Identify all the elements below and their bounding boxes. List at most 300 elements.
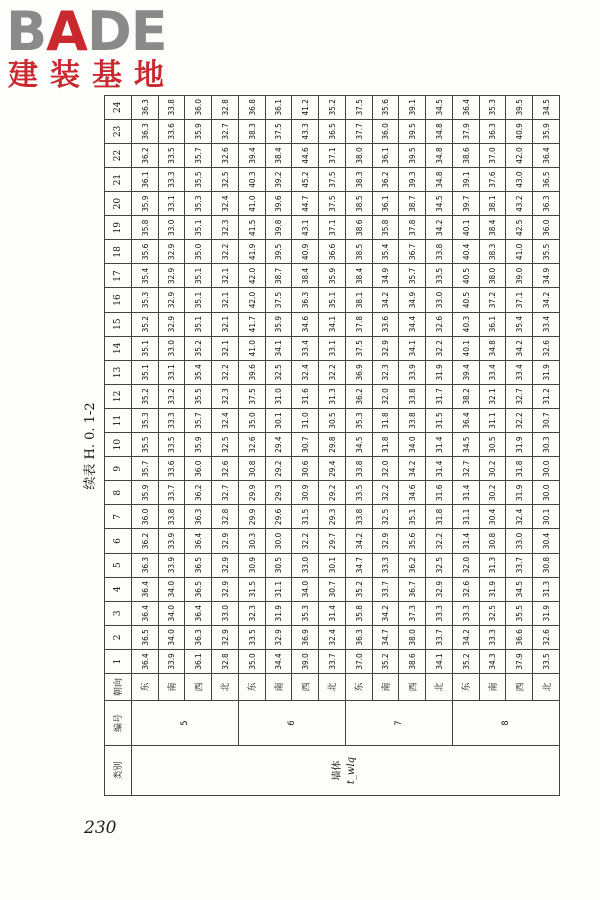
value-cell: 44.7 xyxy=(292,192,319,216)
value-cell: 33.6 xyxy=(372,312,399,336)
value-cell: 36.4 xyxy=(452,408,479,432)
value-cell: 39.4 xyxy=(238,143,265,167)
value-cell: 31.4 xyxy=(452,529,479,553)
value-cell: 40.3 xyxy=(452,312,479,336)
value-cell: 37.9 xyxy=(506,649,533,673)
value-cell: 31.5 xyxy=(426,408,453,432)
value-cell: 32.0 xyxy=(452,553,479,577)
value-cell: 29.9 xyxy=(238,505,265,529)
value-cell: 32.3 xyxy=(372,360,399,384)
value-cell: 32.9 xyxy=(212,553,239,577)
header-hour-3: 3 xyxy=(105,601,132,625)
value-cell: 38.7 xyxy=(399,192,426,216)
orientation-cell: 南 xyxy=(265,674,292,701)
header-hour-22: 22 xyxy=(105,143,132,167)
group-number: 7 xyxy=(345,701,452,746)
value-cell: 29.7 xyxy=(319,529,346,553)
value-cell: 35.0 xyxy=(238,649,265,673)
category-label: 墙体 xyxy=(332,760,344,781)
value-cell: 34.2 xyxy=(426,216,453,240)
value-cell: 36.0 xyxy=(185,95,212,119)
value-cell: 35.3 xyxy=(479,95,506,119)
value-cell: 33.1 xyxy=(319,336,346,360)
header-hour-24: 24 xyxy=(105,95,132,119)
header-hour-5: 5 xyxy=(105,553,132,577)
value-cell: 30.4 xyxy=(533,529,560,553)
value-cell: 36.7 xyxy=(399,240,426,264)
value-cell: 29.2 xyxy=(319,481,346,505)
value-cell: 33.5 xyxy=(238,625,265,649)
value-cell: 38.5 xyxy=(345,240,372,264)
value-cell: 35.2 xyxy=(131,384,158,408)
value-cell: 36.2 xyxy=(372,168,399,192)
value-cell: 35.4 xyxy=(131,264,158,288)
value-cell: 35.2 xyxy=(345,577,372,601)
value-cell: 33.6 xyxy=(158,119,185,143)
value-cell: 33.4 xyxy=(292,336,319,360)
value-cell: 32.5 xyxy=(372,505,399,529)
value-cell: 33.8 xyxy=(158,95,185,119)
value-cell: 33.8 xyxy=(345,505,372,529)
table-row xyxy=(372,95,399,795)
value-cell: 33.3 xyxy=(158,168,185,192)
orientation-cell: 北 xyxy=(426,674,453,701)
orientation-cell: 东 xyxy=(131,674,158,701)
value-cell: 36.4 xyxy=(185,601,212,625)
value-cell: 39.4 xyxy=(452,360,479,384)
header-hour-11: 11 xyxy=(105,408,132,432)
value-cell: 36.1 xyxy=(372,143,399,167)
value-cell: 34.9 xyxy=(533,264,560,288)
value-cell: 34.8 xyxy=(426,143,453,167)
value-cell: 32.9 xyxy=(372,336,399,360)
value-cell: 35.1 xyxy=(319,288,346,312)
value-cell: 30.3 xyxy=(238,529,265,553)
table-row xyxy=(212,95,239,795)
header-orientation: 朝向 xyxy=(105,674,132,701)
value-cell: 34.1 xyxy=(319,312,346,336)
table-row xyxy=(131,95,158,795)
value-cell: 39.1 xyxy=(399,95,426,119)
value-cell: 36.2 xyxy=(345,384,372,408)
value-cell: 37.1 xyxy=(319,216,346,240)
value-cell: 34.1 xyxy=(426,649,453,673)
value-cell: 35.4 xyxy=(185,360,212,384)
value-cell: 33.1 xyxy=(158,360,185,384)
value-cell: 32.2 xyxy=(426,336,453,360)
value-cell: 35.3 xyxy=(185,192,212,216)
value-cell: 36.5 xyxy=(131,625,158,649)
value-cell: 39.5 xyxy=(506,95,533,119)
value-cell: 32.0 xyxy=(372,457,399,481)
value-cell: 37.5 xyxy=(265,119,292,143)
value-cell: 33.7 xyxy=(158,481,185,505)
value-cell: 36.3 xyxy=(345,625,372,649)
orientation-cell: 西 xyxy=(185,674,212,701)
value-cell: 38.3 xyxy=(479,240,506,264)
value-cell: 41.0 xyxy=(238,336,265,360)
value-cell: 32.9 xyxy=(372,529,399,553)
value-cell: 36.3 xyxy=(185,625,212,649)
value-cell: 41.5 xyxy=(238,216,265,240)
value-cell: 33.5 xyxy=(158,143,185,167)
value-cell: 33.5 xyxy=(345,481,372,505)
header-hour-10: 10 xyxy=(105,433,132,457)
value-cell: 36.3 xyxy=(479,119,506,143)
value-cell: 34.5 xyxy=(426,192,453,216)
value-cell: 30.0 xyxy=(265,529,292,553)
value-cell: 39.6 xyxy=(238,360,265,384)
orientation-cell: 西 xyxy=(399,674,426,701)
value-cell: 33.7 xyxy=(506,553,533,577)
value-cell: 37.1 xyxy=(506,288,533,312)
value-cell: 32.5 xyxy=(426,553,453,577)
value-cell: 34.5 xyxy=(345,433,372,457)
value-cell: 36.5 xyxy=(319,119,346,143)
value-cell: 32.6 xyxy=(533,336,560,360)
value-cell: 36.0 xyxy=(533,216,560,240)
value-cell: 30.8 xyxy=(238,457,265,481)
value-cell: 34.2 xyxy=(345,529,372,553)
value-cell: 32.9 xyxy=(158,312,185,336)
value-cell: 33.8 xyxy=(158,505,185,529)
value-cell: 34.4 xyxy=(265,649,292,673)
value-cell: 37.5 xyxy=(265,288,292,312)
orientation-cell: 东 xyxy=(238,674,265,701)
value-cell: 36.5 xyxy=(185,577,212,601)
value-cell: 32.2 xyxy=(319,360,346,384)
value-cell: 37.8 xyxy=(399,216,426,240)
value-cell: 32.8 xyxy=(212,95,239,119)
header-hour-19: 19 xyxy=(105,216,132,240)
value-cell: 34.4 xyxy=(399,312,426,336)
value-cell: 31.4 xyxy=(452,481,479,505)
value-cell: 32.2 xyxy=(426,529,453,553)
value-cell: 33.9 xyxy=(158,553,185,577)
value-cell: 34.6 xyxy=(292,312,319,336)
header-hour-6: 6 xyxy=(105,529,132,553)
value-cell: 35.3 xyxy=(131,288,158,312)
value-cell: 37.0 xyxy=(479,143,506,167)
value-cell: 35.5 xyxy=(533,240,560,264)
value-cell: 36.3 xyxy=(131,95,158,119)
value-cell: 34.8 xyxy=(426,119,453,143)
value-cell: 31.5 xyxy=(238,577,265,601)
value-cell: 36.3 xyxy=(185,505,212,529)
value-cell: 36.0 xyxy=(372,119,399,143)
value-cell: 41.2 xyxy=(292,95,319,119)
value-cell: 31.0 xyxy=(292,408,319,432)
value-cell: 36.1 xyxy=(372,192,399,216)
cooling-load-temperature-table xyxy=(104,95,560,796)
value-cell: 41.9 xyxy=(238,240,265,264)
value-cell: 35.6 xyxy=(372,95,399,119)
group-number: 6 xyxy=(238,701,345,746)
value-cell: 32.9 xyxy=(158,240,185,264)
value-cell: 36.4 xyxy=(131,649,158,673)
value-cell: 32.8 xyxy=(212,649,239,673)
value-cell: 44.6 xyxy=(292,143,319,167)
value-cell: 34.7 xyxy=(345,553,372,577)
value-cell: 34.5 xyxy=(452,433,479,457)
value-cell: 34.9 xyxy=(399,288,426,312)
value-cell: 29.3 xyxy=(319,505,346,529)
logo-letters-de: DE xyxy=(86,0,167,63)
value-cell: 38.6 xyxy=(345,216,372,240)
value-cell: 33.3 xyxy=(372,553,399,577)
table-row xyxy=(426,95,453,795)
value-cell: 35.2 xyxy=(372,649,399,673)
header-hour-13: 13 xyxy=(105,360,132,384)
header-hour-18: 18 xyxy=(105,240,132,264)
value-cell: 39.1 xyxy=(452,168,479,192)
header-number: 编号 xyxy=(105,701,132,746)
value-cell: 33.0 xyxy=(506,529,533,553)
value-cell: 36.9 xyxy=(292,625,319,649)
value-cell: 36.2 xyxy=(131,143,158,167)
value-cell: 40.3 xyxy=(238,168,265,192)
value-cell: 32.6 xyxy=(452,577,479,601)
value-cell: 32.9 xyxy=(212,625,239,649)
value-cell: 34.0 xyxy=(158,625,185,649)
value-cell: 33.0 xyxy=(292,553,319,577)
value-cell: 33.2 xyxy=(158,384,185,408)
value-cell: 35.4 xyxy=(506,312,533,336)
value-cell: 31.3 xyxy=(319,384,346,408)
value-cell: 29.4 xyxy=(319,457,346,481)
value-cell: 30.5 xyxy=(479,433,506,457)
value-cell: 33.5 xyxy=(158,433,185,457)
value-cell: 29.9 xyxy=(238,481,265,505)
value-cell: 43.1 xyxy=(292,216,319,240)
value-cell: 32.9 xyxy=(265,625,292,649)
header-hour-14: 14 xyxy=(105,336,132,360)
value-cell: 35.9 xyxy=(265,312,292,336)
value-cell: 31.6 xyxy=(292,384,319,408)
value-cell: 32.6 xyxy=(212,457,239,481)
value-cell: 29.8 xyxy=(319,433,346,457)
value-cell: 31.7 xyxy=(426,384,453,408)
value-cell: 36.4 xyxy=(131,601,158,625)
value-cell: 31.2 xyxy=(533,384,560,408)
value-cell: 35.9 xyxy=(185,119,212,143)
value-cell: 29.3 xyxy=(265,481,292,505)
value-cell: 33.3 xyxy=(479,625,506,649)
value-cell: 31.1 xyxy=(452,505,479,529)
value-cell: 32.7 xyxy=(506,384,533,408)
value-cell: 36.8 xyxy=(238,95,265,119)
value-cell: 38.7 xyxy=(265,264,292,288)
value-cell: 31.8 xyxy=(426,505,453,529)
value-cell: 35.5 xyxy=(506,601,533,625)
value-cell: 30.9 xyxy=(292,481,319,505)
value-cell: 30.7 xyxy=(533,408,560,432)
value-cell: 40.9 xyxy=(506,119,533,143)
value-cell: 39.5 xyxy=(399,143,426,167)
value-cell: 37.1 xyxy=(319,143,346,167)
value-cell: 35.0 xyxy=(238,408,265,432)
category-symbol: t_wlq xyxy=(346,756,358,785)
table-row xyxy=(533,95,560,795)
value-cell: 29.4 xyxy=(265,433,292,457)
value-cell: 30.1 xyxy=(319,553,346,577)
header-hour-20: 20 xyxy=(105,192,132,216)
value-cell: 42.0 xyxy=(238,288,265,312)
table-row xyxy=(238,95,265,795)
value-cell: 41.0 xyxy=(238,192,265,216)
value-cell: 31.9 xyxy=(506,433,533,457)
value-cell: 33.5 xyxy=(533,649,560,673)
value-cell: 34.0 xyxy=(399,433,426,457)
value-cell: 31.8 xyxy=(506,457,533,481)
value-cell: 31.3 xyxy=(533,577,560,601)
table-row xyxy=(319,95,346,795)
value-cell: 31.9 xyxy=(479,577,506,601)
value-cell: 39.5 xyxy=(399,119,426,143)
value-cell: 36.4 xyxy=(533,143,560,167)
value-cell: 32.5 xyxy=(479,601,506,625)
value-cell: 36.3 xyxy=(533,192,560,216)
value-cell: 32.6 xyxy=(426,312,453,336)
value-cell: 31.9 xyxy=(506,481,533,505)
value-cell: 38.3 xyxy=(238,119,265,143)
value-cell: 32.4 xyxy=(212,192,239,216)
value-cell: 36.6 xyxy=(506,625,533,649)
value-cell: 32.2 xyxy=(212,360,239,384)
table-caption: 续表 H. 0. 1-2 xyxy=(83,402,98,490)
value-cell: 33.3 xyxy=(452,601,479,625)
value-cell: 34.8 xyxy=(426,168,453,192)
value-cell: 35.8 xyxy=(131,216,158,240)
value-cell: 37.2 xyxy=(479,288,506,312)
value-cell: 35.8 xyxy=(372,216,399,240)
value-cell: 36.1 xyxy=(185,649,212,673)
value-cell: 31.3 xyxy=(479,553,506,577)
value-cell: 34.2 xyxy=(372,288,399,312)
value-cell: 33.0 xyxy=(426,288,453,312)
value-cell: 32.7 xyxy=(212,119,239,143)
value-cell: 35.4 xyxy=(372,240,399,264)
value-cell: 30.2 xyxy=(479,457,506,481)
value-cell: 32.8 xyxy=(212,505,239,529)
value-cell: 36.2 xyxy=(185,481,212,505)
value-cell: 35.2 xyxy=(185,336,212,360)
value-cell: 35.1 xyxy=(185,312,212,336)
table-row xyxy=(452,95,479,795)
value-cell: 38.2 xyxy=(452,384,479,408)
value-cell: 35.1 xyxy=(131,360,158,384)
value-cell: 34.5 xyxy=(533,95,560,119)
value-cell: 34.2 xyxy=(533,288,560,312)
value-cell: 34.3 xyxy=(479,649,506,673)
value-cell: 36.6 xyxy=(319,240,346,264)
value-cell: 30.7 xyxy=(319,577,346,601)
value-cell: 35.5 xyxy=(185,384,212,408)
value-cell: 30.3 xyxy=(533,433,560,457)
value-cell: 37.5 xyxy=(345,336,372,360)
value-cell: 42.0 xyxy=(506,143,533,167)
value-cell: 31.0 xyxy=(265,384,292,408)
value-cell: 35.1 xyxy=(185,264,212,288)
table-row xyxy=(158,95,185,795)
value-cell: 31.4 xyxy=(426,433,453,457)
table-row xyxy=(506,95,533,795)
value-cell: 37.5 xyxy=(238,384,265,408)
value-cell: 35.6 xyxy=(399,529,426,553)
value-cell: 32.6 xyxy=(533,625,560,649)
value-cell: 32.0 xyxy=(372,384,399,408)
value-cell: 31.9 xyxy=(533,601,560,625)
value-cell: 35.2 xyxy=(131,312,158,336)
value-cell: 37.9 xyxy=(452,119,479,143)
value-cell: 38.0 xyxy=(345,143,372,167)
value-cell: 34.5 xyxy=(426,95,453,119)
value-cell: 32.2 xyxy=(212,240,239,264)
header-hour-12: 12 xyxy=(105,384,132,408)
value-cell: 33.8 xyxy=(399,384,426,408)
value-cell: 32.9 xyxy=(158,288,185,312)
value-cell: 33.9 xyxy=(158,649,185,673)
value-cell: 32.1 xyxy=(212,312,239,336)
value-cell: 33.4 xyxy=(506,360,533,384)
header-hour-1: 1 xyxy=(105,649,132,673)
table-header-row xyxy=(105,95,132,795)
value-cell: 35.5 xyxy=(131,433,158,457)
value-cell: 36.0 xyxy=(185,457,212,481)
value-cell: 35.9 xyxy=(131,192,158,216)
table-row xyxy=(265,95,292,795)
value-cell: 31.8 xyxy=(372,408,399,432)
value-cell: 33.8 xyxy=(345,457,372,481)
value-cell: 35.7 xyxy=(185,143,212,167)
value-cell: 32.5 xyxy=(212,433,239,457)
header-hour-8: 8 xyxy=(105,481,132,505)
value-cell: 32.3 xyxy=(238,601,265,625)
value-cell: 33.1 xyxy=(158,192,185,216)
table-row xyxy=(479,95,506,795)
value-cell: 39.6 xyxy=(265,192,292,216)
value-cell: 32.5 xyxy=(212,168,239,192)
value-cell: 36.4 xyxy=(452,95,479,119)
value-cell: 35.1 xyxy=(131,336,158,360)
value-cell: 34.2 xyxy=(399,457,426,481)
value-cell: 32.3 xyxy=(212,384,239,408)
value-cell: 37.0 xyxy=(345,649,372,673)
brand-logo xyxy=(6,0,176,96)
value-cell: 32.7 xyxy=(212,481,239,505)
value-cell: 39.7 xyxy=(452,192,479,216)
value-cell: 32.7 xyxy=(452,457,479,481)
table-row xyxy=(345,95,372,795)
value-cell: 31.9 xyxy=(426,360,453,384)
group-number: 5 xyxy=(131,701,238,746)
value-cell: 32.1 xyxy=(479,384,506,408)
value-cell: 32.1 xyxy=(212,264,239,288)
value-cell: 35.5 xyxy=(185,168,212,192)
value-cell: 36.1 xyxy=(131,168,158,192)
value-cell: 36.1 xyxy=(479,312,506,336)
value-cell: 33.8 xyxy=(399,408,426,432)
value-cell: 32.2 xyxy=(292,529,319,553)
value-cell: 38.4 xyxy=(479,216,506,240)
value-cell: 38.4 xyxy=(292,264,319,288)
value-cell: 31.9 xyxy=(265,601,292,625)
header-hour-15: 15 xyxy=(105,312,132,336)
value-cell: 41.0 xyxy=(506,240,533,264)
value-cell: 35.2 xyxy=(452,649,479,673)
value-cell: 33.3 xyxy=(426,601,453,625)
value-cell: 30.9 xyxy=(238,553,265,577)
